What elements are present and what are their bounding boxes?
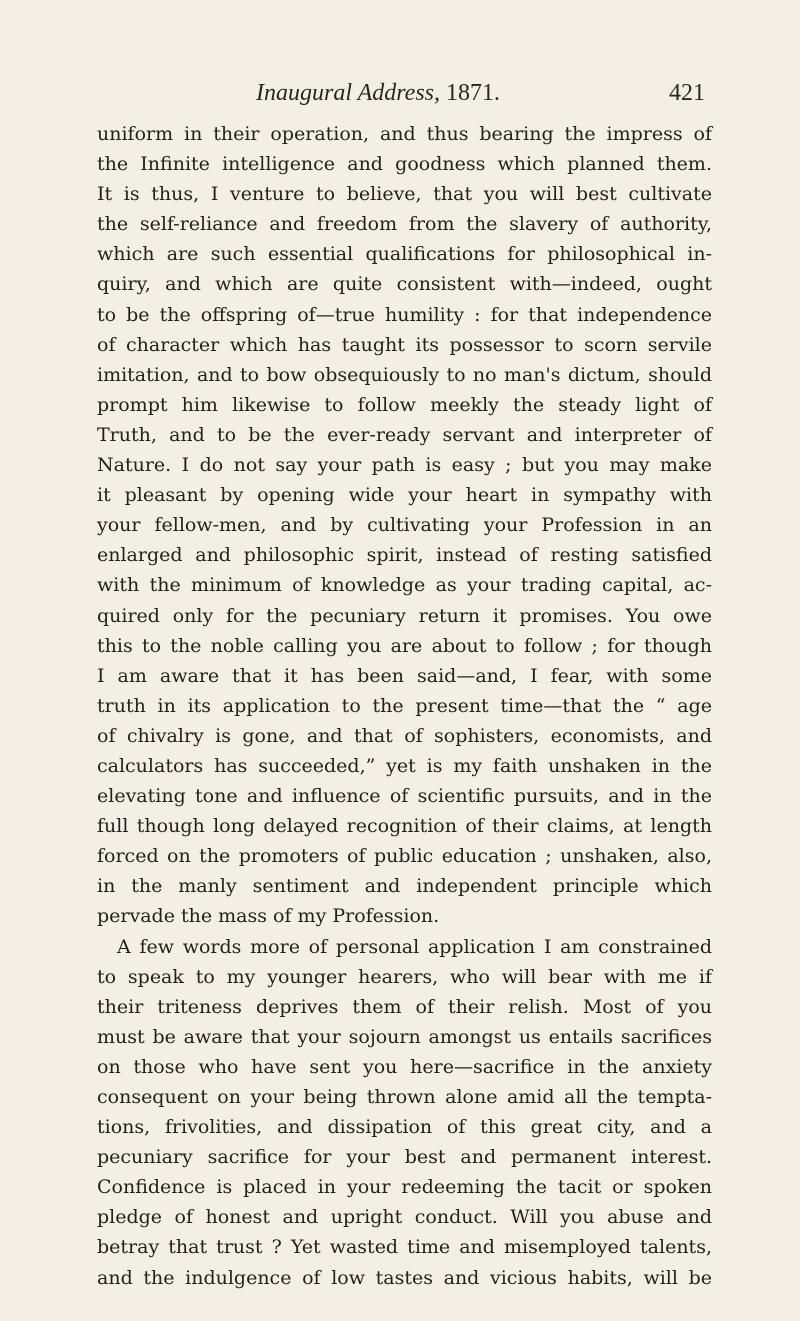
text-line: forced on the promoters of public education ; unshaken, also,: [97, 845, 712, 868]
text-line: prompt him likewise to follow meekly the steady light of: [97, 393, 712, 416]
text-line: the Infinite intelligence and goodness which planned them.: [97, 153, 712, 176]
text-line: full though long delayed recognition of their claims, at length: [97, 815, 712, 838]
text-line: quired only for the pecuniary return it promises. You owe: [97, 604, 712, 627]
text-line: this to the noble calling you are about to follow ; for though: [97, 634, 712, 657]
text-line: it pleasant by opening wide your heart in sympathy with: [97, 484, 712, 507]
text-line: in the manly sentiment and independent principle which: [97, 875, 712, 898]
text-line: tions, frivolities, and dissipation of this great city, and a: [97, 1116, 712, 1139]
text-line: pledge of honest and upright conduct. Will you abuse and: [97, 1206, 712, 1229]
text-line: Nature. I do not say your path is easy ; but you may make: [97, 454, 712, 477]
text-line: of character which has taught its possessor to scorn servile: [97, 333, 712, 356]
running-title: [256, 80, 500, 107]
text-line: uniform in their operation, and thus bearing the impress of: [97, 123, 712, 145]
page-number: 421: [669, 80, 705, 106]
text-line: the self-reliance and freedom from the slavery of authority,: [97, 213, 712, 236]
text-line: to be the offspring of—true humility : for that independence: [97, 303, 712, 326]
text-line: It is thus, I venture to believe, that you will best cultivate: [97, 183, 712, 206]
text-line: quiry, and which are quite consistent with—indeed, ought: [97, 273, 712, 296]
running-header: [0, 80, 800, 110]
text-line: enlarged and philosophic spirit, instead of resting satisfied: [97, 544, 712, 567]
text-line: I am aware that it has been said—and, I fear, with some: [97, 664, 712, 687]
text-line: to speak to my younger hearers, who will bear with me if: [97, 965, 712, 988]
running-title-text: Inaugural Address,: [256, 80, 441, 106]
paragraph-start-line: A few words more of personal application I am constrained: [117, 935, 712, 958]
text-line: truth in its application to the present time—that the “ age: [97, 694, 712, 717]
paragraph-end-line: pervade the mass of my Profession.: [97, 905, 440, 928]
running-year: 1871.: [446, 80, 501, 106]
text-line: elevating tone and influence of scientific pursuits, and in the: [97, 785, 712, 808]
text-line: pecuniary sacrifice for your best and permanent interest.: [97, 1146, 712, 1169]
text-line: must be aware that your sojourn amongst us entails sacrifices: [97, 1025, 712, 1048]
text-line: betray that trust ? Yet wasted time and misemployed talents,: [97, 1236, 712, 1259]
text-line: their triteness deprives them of their relish. Most of you: [97, 995, 712, 1018]
text-line: Truth, and to be the ever-ready servant and interpreter of: [97, 423, 712, 446]
text-line: on those who have sent you here—sacrifice in the anxiety: [97, 1055, 712, 1078]
text-line: and the indulgence of low tastes and vicious habits, will be: [97, 1266, 712, 1289]
body-text: [97, 119, 712, 1293]
text-line: your fellow-men, and by cultivating your Profession in an: [97, 514, 712, 537]
text-line: Confidence is placed in your redeeming the tacit or spoken: [97, 1176, 712, 1199]
text-line: consequent on your being thrown alone amid all the tempta-: [97, 1086, 712, 1108]
text-line: imitation, and to bow obsequiously to no man's dictum, should: [97, 363, 712, 386]
text-line: with the minimum of knowledge as your trading capital, ac-: [97, 574, 712, 597]
text-line: calculators has succeeded,” yet is my faith unshaken in the: [97, 754, 712, 777]
text-line: which are such essential qualifications for philosophical in-: [97, 243, 712, 266]
text-line: of chivalry is gone, and that of sophisters, economists, and: [97, 724, 712, 747]
